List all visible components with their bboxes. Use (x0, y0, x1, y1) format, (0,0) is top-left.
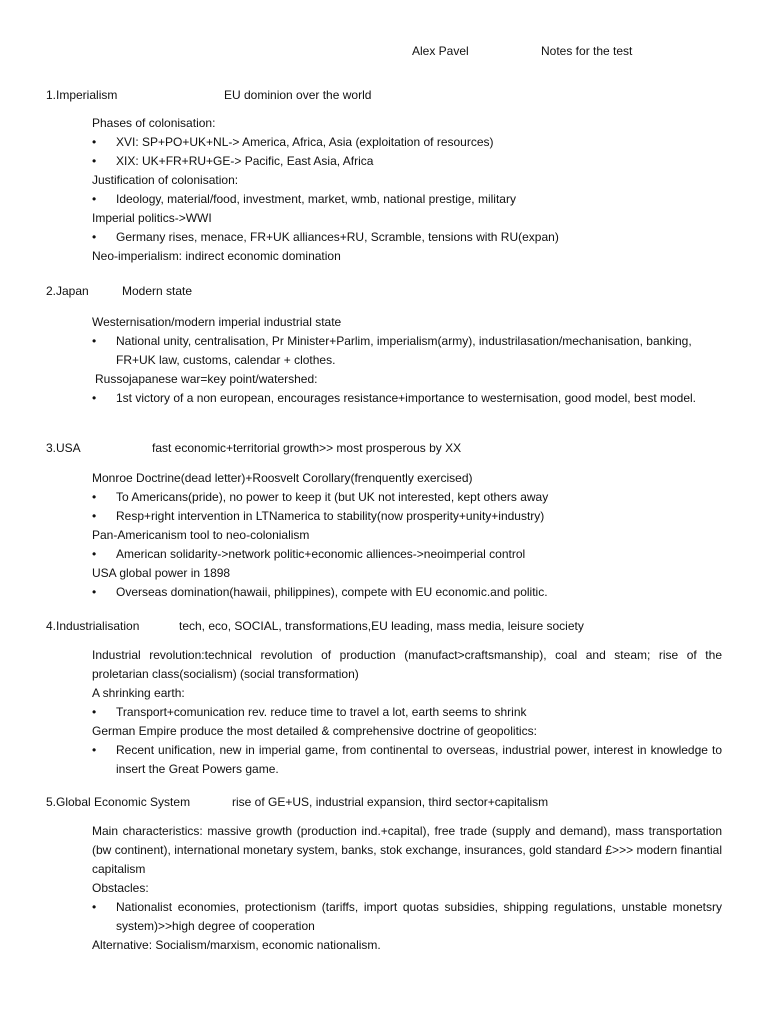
subheading: A shrinking earth: (92, 686, 185, 700)
section-title: 5.Global Economic System (46, 795, 191, 809)
subheading: Westernisation/modern imperial industrial state (92, 315, 342, 329)
section-body (92, 114, 722, 266)
bullet-item: • Transport+comunication rev. reduce time to travel a lot, earth seems to shrink (92, 703, 722, 722)
subheading: Pan-Americanism tool to neo-colonialism (92, 528, 310, 542)
bullet-item: • Overseas domination(hawaii, philippines), compete with EU economic.and politic. (92, 583, 722, 602)
section-body (92, 313, 722, 408)
bullet-item: • XIX: UK+FR+RU+GE-> Pacific, East Asia, Africa (92, 152, 722, 171)
section-body (92, 822, 722, 955)
bullet-list (92, 583, 722, 602)
section-title: 2.Japan (46, 284, 89, 298)
section-heading (0, 284, 768, 301)
section-body (92, 646, 722, 779)
bullet-item: • To Americans(pride), no power to keep it (but UK not interested, kept others away (92, 488, 722, 507)
bullet-list (92, 332, 722, 370)
section-subtitle: EU dominion over the world (224, 88, 372, 102)
subheading: Monroe Doctrine(dead letter)+Roosvelt Corollary(frenquently exercised) (92, 471, 473, 485)
section-heading (0, 441, 768, 458)
bullet-item: • XVI: SP+PO+UK+NL-> America, Africa, Asia (exploitation of resources) (92, 133, 722, 152)
bullet-list (92, 190, 722, 209)
paragraph: Main characteristics: massive growth (production ind.+capital), free trade (supply and demand), mass transportation (bw continent), international monetary system, banks, stok exchange, insurances, gold standard £>>> modern finantial capitalism (92, 824, 722, 876)
bullet-list (92, 703, 722, 722)
subheading: Russojapanese war=key point/watershed: (95, 372, 318, 386)
section-subtitle: tech, eco, SOCIAL, transformations,EU leading, mass media, leisure society (179, 619, 584, 633)
bullet-list (92, 488, 722, 526)
bullet-list (92, 545, 722, 564)
bullet-item: • American solidarity->network politic+economic alliences->neoimperial control (92, 545, 722, 564)
section-title: 4.Industrialisation (46, 619, 140, 633)
bullet-item: • Germany rises, menace, FR+UK alliances+RU, Scramble, tensions with RU(expan) (92, 228, 722, 247)
subheading: Neo-imperialism: indirect economic domination (92, 249, 341, 263)
section-body (92, 469, 722, 602)
bullet-item: • Ideology, material/food, investment, market, wmb, national prestige, military (92, 190, 722, 209)
subheading: Alternative: Socialism/marxism, economic nationalism. (92, 938, 381, 952)
section-title: 1.Imperialism (46, 88, 118, 102)
bullet-item: • 1st victory of a non european, encourages resistance+importance to westernisation, good model, best model. (92, 389, 722, 408)
bullet-list (92, 389, 722, 408)
section-subtitle: fast economic+territorial growth>> most prosperous by XX (152, 441, 462, 455)
subheading: Imperial politics->WWI (92, 211, 212, 225)
subheading: German Empire produce the most detailed & comprehensive doctrine of geopolitics: (92, 724, 537, 738)
subheading: Justification of colonisation: (92, 173, 239, 187)
section-japan (0, 284, 768, 405)
author-name: Alex Pavel (412, 44, 469, 58)
bullet-list (92, 228, 722, 247)
section-title: 3.USA (46, 441, 81, 455)
bullet-item: • National unity, centralisation, Pr Minister+Parlim, imperialism(army), industrilasation/mechanisation, banking, FR+UK law, customs, calendar + clothes. (92, 332, 722, 370)
section-subtitle: rise of GE+US, industrial expansion, third sector+capitalism (232, 795, 549, 809)
section-industrialisation (0, 619, 768, 776)
subheading: Obstacles: (92, 881, 149, 895)
bullet-item: • Recent unification, new in imperial game, from continental to overseas, industrial power, interest in knowledge to insert the Great Powers game. (92, 741, 722, 779)
subheading: USA global power in 1898 (92, 566, 231, 580)
document-header (0, 44, 768, 60)
section-global-economic-system (0, 795, 768, 952)
section-heading (0, 88, 768, 105)
section-imperialism (0, 88, 768, 263)
bullet-item: • Nationalist economies, protectionism (tariffs, import quotas subsidies, shipping regulations, unstable monetsry system)>>high degree of cooperation (92, 898, 722, 936)
section-subtitle: Modern state (122, 284, 193, 298)
bullet-list (92, 133, 722, 171)
subheading: Phases of colonisation: (92, 116, 216, 130)
bullet-list (92, 741, 722, 779)
bullet-item: • Resp+right intervention in LTNamerica to stability(now prosperity+unity+industry) (92, 507, 722, 526)
document-title: Notes for the test (541, 44, 633, 58)
section-heading (0, 795, 768, 812)
section-heading (0, 619, 768, 636)
paragraph: Industrial revolution:technical revolution of production (manufact>craftsmanship), coal and steam; rise of the proletarian class(socialism) (social transformation) (92, 648, 722, 681)
bullet-list (92, 898, 722, 936)
section-usa (0, 441, 768, 599)
